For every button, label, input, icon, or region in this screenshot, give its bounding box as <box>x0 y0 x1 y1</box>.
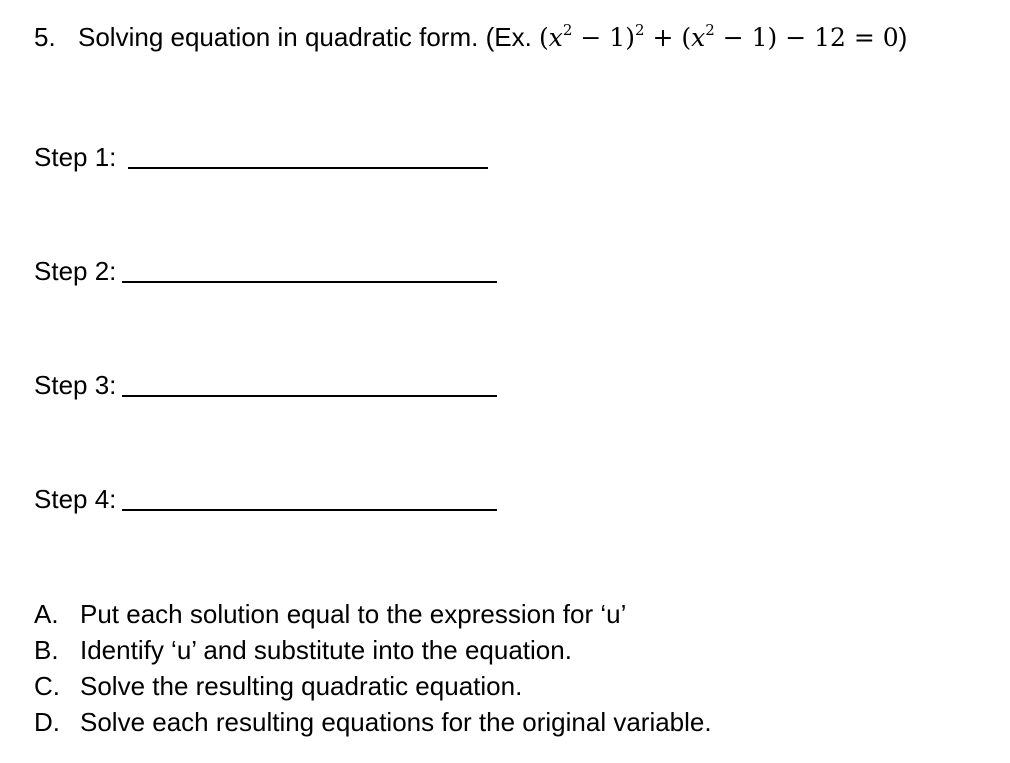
step-4-answer-blank[interactable] <box>122 508 497 511</box>
step-2-answer-blank[interactable] <box>122 280 497 283</box>
option-text: Put each solution equal to the expression for ‘u’ <box>80 599 627 629</box>
step-1-answer-blank[interactable] <box>128 166 488 169</box>
step-label: Step 2: <box>34 256 117 286</box>
option-d <box>34 704 712 740</box>
question-number: 5. <box>34 22 56 52</box>
step-label: Step 1: <box>34 142 117 172</box>
step-2 <box>34 256 497 287</box>
answer-options-list <box>34 596 712 740</box>
example-equation: $(x^2 - 1)^2 + (x^2 - 1) - 12 = 0$ <box>539 21 899 52</box>
option-letter: B. <box>34 635 59 665</box>
option-letter: C. <box>34 671 60 701</box>
question-text: Solving equation in quadratic form. (Ex. <box>78 22 540 52</box>
option-c <box>34 668 712 704</box>
option-text: Solve the resulting quadratic equation. <box>80 671 523 701</box>
option-text: Solve each resulting equations for the original variable. <box>80 707 712 737</box>
option-letter: D. <box>34 707 60 737</box>
step-1 <box>34 142 488 173</box>
step-3 <box>34 370 497 401</box>
step-4 <box>34 484 497 515</box>
step-3-answer-blank[interactable] <box>122 394 497 397</box>
option-letter: A. <box>34 599 59 629</box>
question-heading <box>34 22 907 53</box>
option-b <box>34 632 712 668</box>
option-text: Identify ‘u’ and substitute into the equation. <box>80 635 572 665</box>
step-label: Step 4: <box>34 484 117 514</box>
option-a <box>34 596 712 632</box>
step-label: Step 3: <box>34 370 117 400</box>
example-close-paren: ) <box>898 22 908 52</box>
